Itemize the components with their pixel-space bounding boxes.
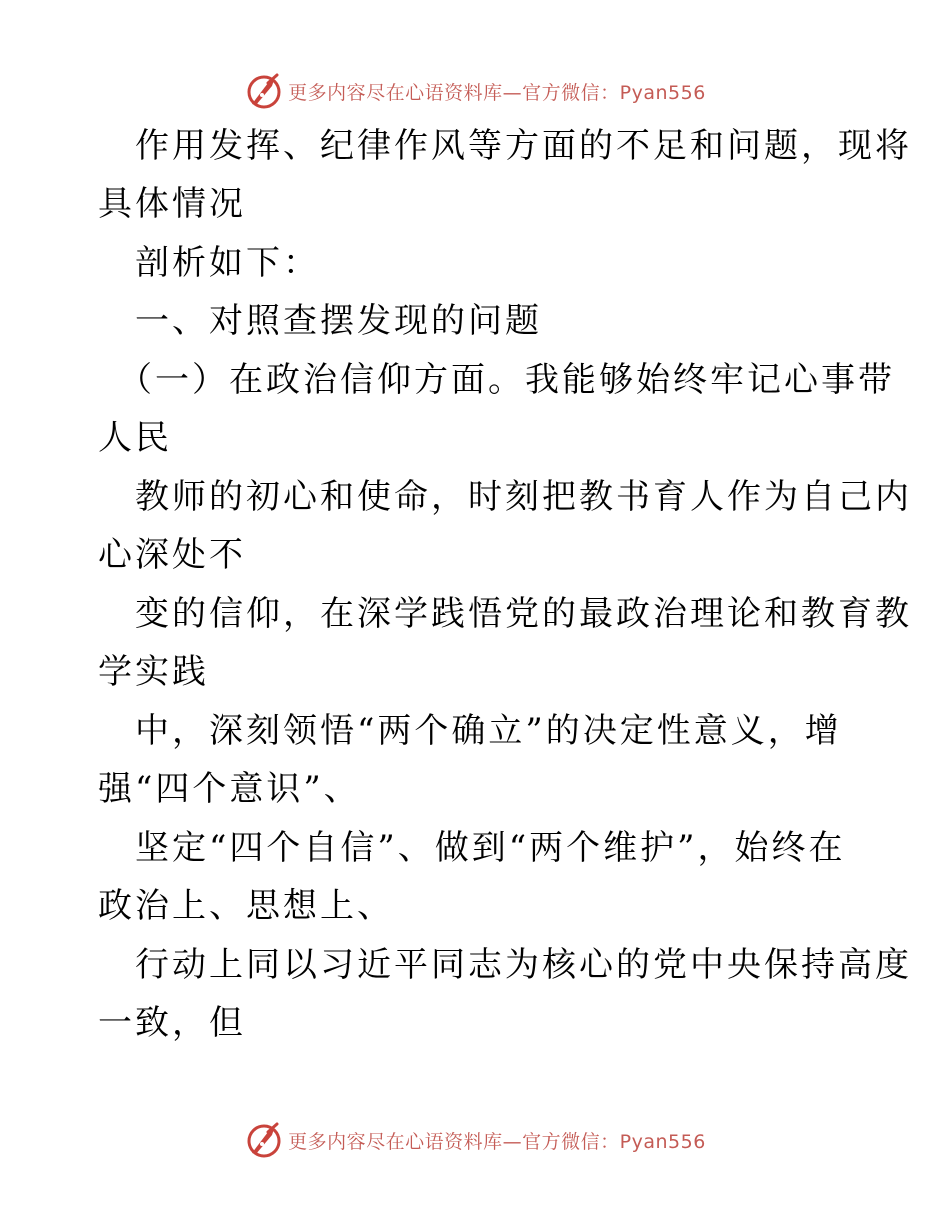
text-line: 学实践	[98, 652, 209, 692]
text-line: 具体情况	[98, 184, 246, 224]
text-line: 一致，但	[98, 1003, 246, 1043]
text-line: 变的信仰，在深学践悟党的最政治理论和教育教	[98, 594, 912, 634]
text-line: 强“四个意识”、	[98, 769, 361, 809]
text-line: 作用发挥、纪律作风等方面的不足和问题，现将	[98, 126, 912, 166]
text-line: （一）在政治信仰方面。我能够始终牢记心事带	[98, 360, 895, 400]
text-line: 政治上、思想上、	[98, 886, 394, 926]
watermark-text: 更多内容尽在心语资料库—官方微信：Pyan556	[288, 81, 706, 104]
pen-nib-logo-icon	[244, 1120, 284, 1160]
text-line: 坚定“四个自信”、做到“两个维护”，始终在	[98, 828, 846, 868]
text-line: 教师的初心和使命，时刻把教书育人作为自己内	[98, 477, 912, 517]
footer-watermark	[0, 1120, 950, 1160]
text-line: 一、对照查摆发现的问题	[98, 301, 542, 341]
watermark-text: 更多内容尽在心语资料库—官方微信：Pyan556	[288, 1130, 706, 1153]
text-line: 中，深刻领悟“两个确立”的决定性意义，增	[98, 711, 842, 751]
text-line: 心深处不	[98, 535, 246, 575]
text-line: 人民	[98, 418, 172, 458]
text-line: 行动上同以习近平同志为核心的党中央保持高度	[98, 945, 912, 985]
text-line: 剖析如下：	[98, 243, 320, 283]
